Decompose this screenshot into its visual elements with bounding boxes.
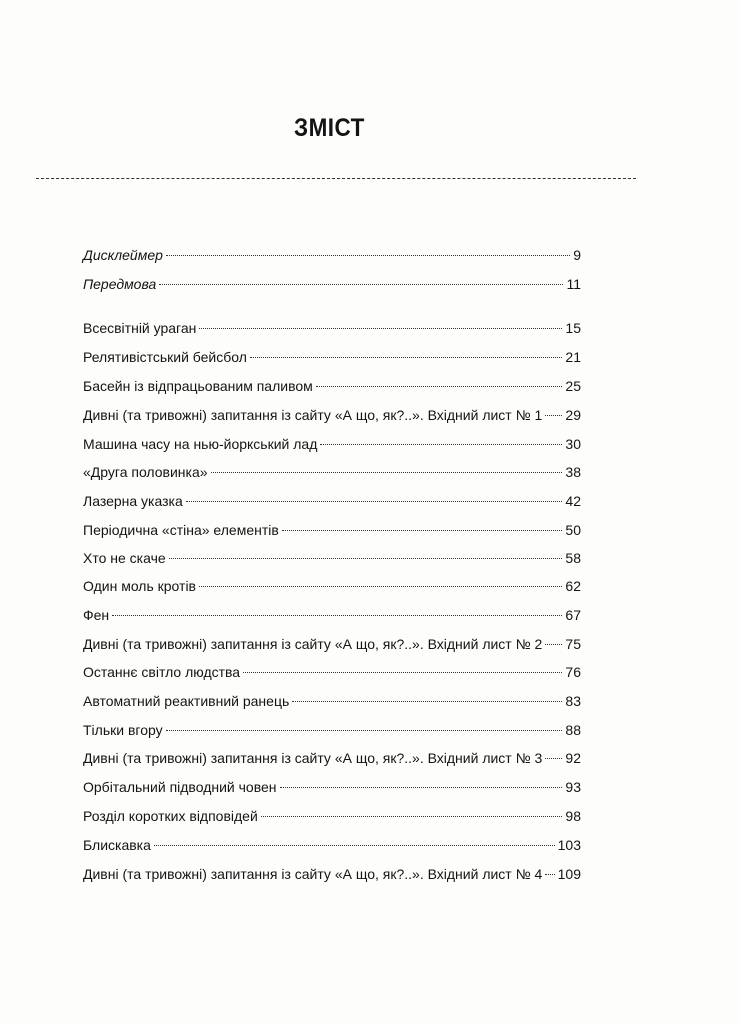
toc-entry-title: Лазерна указка bbox=[83, 493, 183, 509]
dot-leader bbox=[112, 615, 562, 616]
dashed-divider bbox=[36, 178, 636, 179]
toc-entry bbox=[83, 662, 581, 682]
toc-entry-page-number: 21 bbox=[565, 349, 581, 365]
toc-entry bbox=[83, 434, 581, 454]
toc-entry bbox=[83, 462, 581, 482]
dot-leader bbox=[186, 501, 563, 502]
toc-entry-title: Дисклеймер bbox=[83, 247, 163, 263]
dot-leader bbox=[280, 787, 563, 788]
toc-entry-title: Орбітальний підводний човен bbox=[83, 779, 277, 795]
toc-entry-title: Один моль кротів bbox=[83, 578, 196, 594]
toc-entry-title: Періодична «стіна» елементів bbox=[83, 522, 279, 538]
toc-entry-title: Фен bbox=[83, 607, 110, 623]
toc-entry-page-number: 29 bbox=[565, 407, 581, 423]
toc-entry bbox=[83, 274, 581, 294]
toc-entry-page-number: 67 bbox=[565, 607, 581, 623]
toc-entry-title: Дивні (та тривожні) запитання із сайту «А що, як?..». Вхідний лист № 1 bbox=[83, 407, 543, 423]
toc-entry-page-number: 58 bbox=[565, 550, 581, 566]
dot-leader bbox=[169, 558, 563, 559]
toc-entry bbox=[83, 634, 581, 654]
dot-leader bbox=[545, 874, 554, 875]
toc-entry-page-number: 25 bbox=[565, 378, 581, 394]
toc-entry bbox=[83, 376, 581, 396]
toc-entry-page-number: 9 bbox=[573, 247, 581, 263]
toc-entry-page-number: 109 bbox=[557, 866, 581, 882]
toc-entry-page-number: 98 bbox=[565, 808, 581, 824]
toc-entry bbox=[83, 835, 581, 855]
toc-entry bbox=[83, 864, 581, 884]
toc-entry-title: Релятивістський бейсбол bbox=[83, 349, 247, 365]
toc-entry-title: Останнє світло людства bbox=[83, 664, 241, 680]
toc-entry-title: Тільки вгору bbox=[83, 722, 163, 738]
toc-entry-title: Всесвітній ураган bbox=[83, 320, 197, 336]
toc-entry-title: Дивні (та тривожні) запитання із сайту «А що, як?..». Вхідний лист № 3 bbox=[83, 750, 543, 766]
dot-leader bbox=[282, 530, 563, 531]
toc-entry bbox=[83, 491, 581, 511]
toc-entry-page-number: 62 bbox=[565, 578, 581, 594]
dot-leader bbox=[545, 644, 562, 645]
toc-entry-page-number: 50 bbox=[565, 522, 581, 538]
dot-leader bbox=[159, 284, 563, 285]
toc-entry-title: «Друга половинка» bbox=[83, 464, 208, 480]
toc-entry-page-number: 38 bbox=[565, 464, 581, 480]
toc-entry-page-number: 15 bbox=[565, 320, 581, 336]
toc-entry bbox=[83, 245, 581, 265]
toc-entry bbox=[83, 318, 581, 338]
toc-entry-page-number: 30 bbox=[565, 436, 581, 452]
toc-entry-page-number: 11 bbox=[566, 276, 581, 292]
toc-entry bbox=[83, 347, 581, 367]
toc-entry-title: Басейн із відпрацьованим паливом bbox=[83, 378, 313, 394]
dot-leader bbox=[166, 730, 563, 731]
dot-leader bbox=[292, 701, 562, 702]
dot-leader bbox=[250, 357, 563, 358]
toc-entry-title: Розділ коротких відповідей bbox=[83, 808, 258, 824]
toc-entry-title: Автоматний реактивний ранець bbox=[83, 693, 290, 709]
toc-entry-title: Дивні (та тривожні) запитання із сайту «А що, як?..». Вхідний лист № 2 bbox=[83, 636, 543, 652]
dot-leader bbox=[545, 758, 562, 759]
toc-entry-page-number: 75 bbox=[565, 636, 581, 652]
toc-entry bbox=[83, 806, 581, 826]
dot-leader bbox=[166, 255, 570, 256]
toc-entry bbox=[83, 748, 581, 768]
dot-leader bbox=[261, 816, 563, 817]
page-title: ЗМІСТ bbox=[294, 114, 365, 142]
dot-leader bbox=[545, 415, 562, 416]
dot-leader bbox=[211, 472, 563, 473]
toc-entry bbox=[83, 405, 581, 425]
toc-entry bbox=[83, 691, 581, 711]
toc-entry-page-number: 103 bbox=[557, 837, 581, 853]
dot-leader bbox=[320, 444, 562, 445]
toc-entry-page-number: 83 bbox=[565, 693, 581, 709]
toc-entry bbox=[83, 548, 581, 568]
toc-entry-title: Блискавка bbox=[83, 837, 151, 853]
dot-leader bbox=[316, 386, 563, 387]
dot-leader bbox=[199, 586, 562, 587]
dot-leader bbox=[154, 845, 555, 846]
toc-entry-title: Дивні (та тривожні) запитання із сайту «А що, як?..». Вхідний лист № 4 bbox=[83, 866, 543, 882]
toc-entry bbox=[83, 777, 581, 797]
toc-entry-title: Машина часу на нью-йоркський лад bbox=[83, 436, 318, 452]
toc-entry-page-number: 92 bbox=[565, 750, 581, 766]
toc-entry-title: Хто не скаче bbox=[83, 550, 166, 566]
toc-entry bbox=[83, 576, 581, 596]
toc-entry-page-number: 42 bbox=[565, 493, 581, 509]
dot-leader bbox=[199, 328, 562, 329]
toc-entry-page-number: 88 bbox=[565, 722, 581, 738]
toc-entry-page-number: 76 bbox=[565, 664, 581, 680]
toc-entry bbox=[83, 605, 581, 625]
toc-entry-title: Передмова bbox=[83, 276, 157, 292]
dot-leader bbox=[243, 672, 562, 673]
toc-entry-page-number: 93 bbox=[565, 779, 581, 795]
toc-entry bbox=[83, 720, 581, 740]
toc-entry bbox=[83, 520, 581, 540]
